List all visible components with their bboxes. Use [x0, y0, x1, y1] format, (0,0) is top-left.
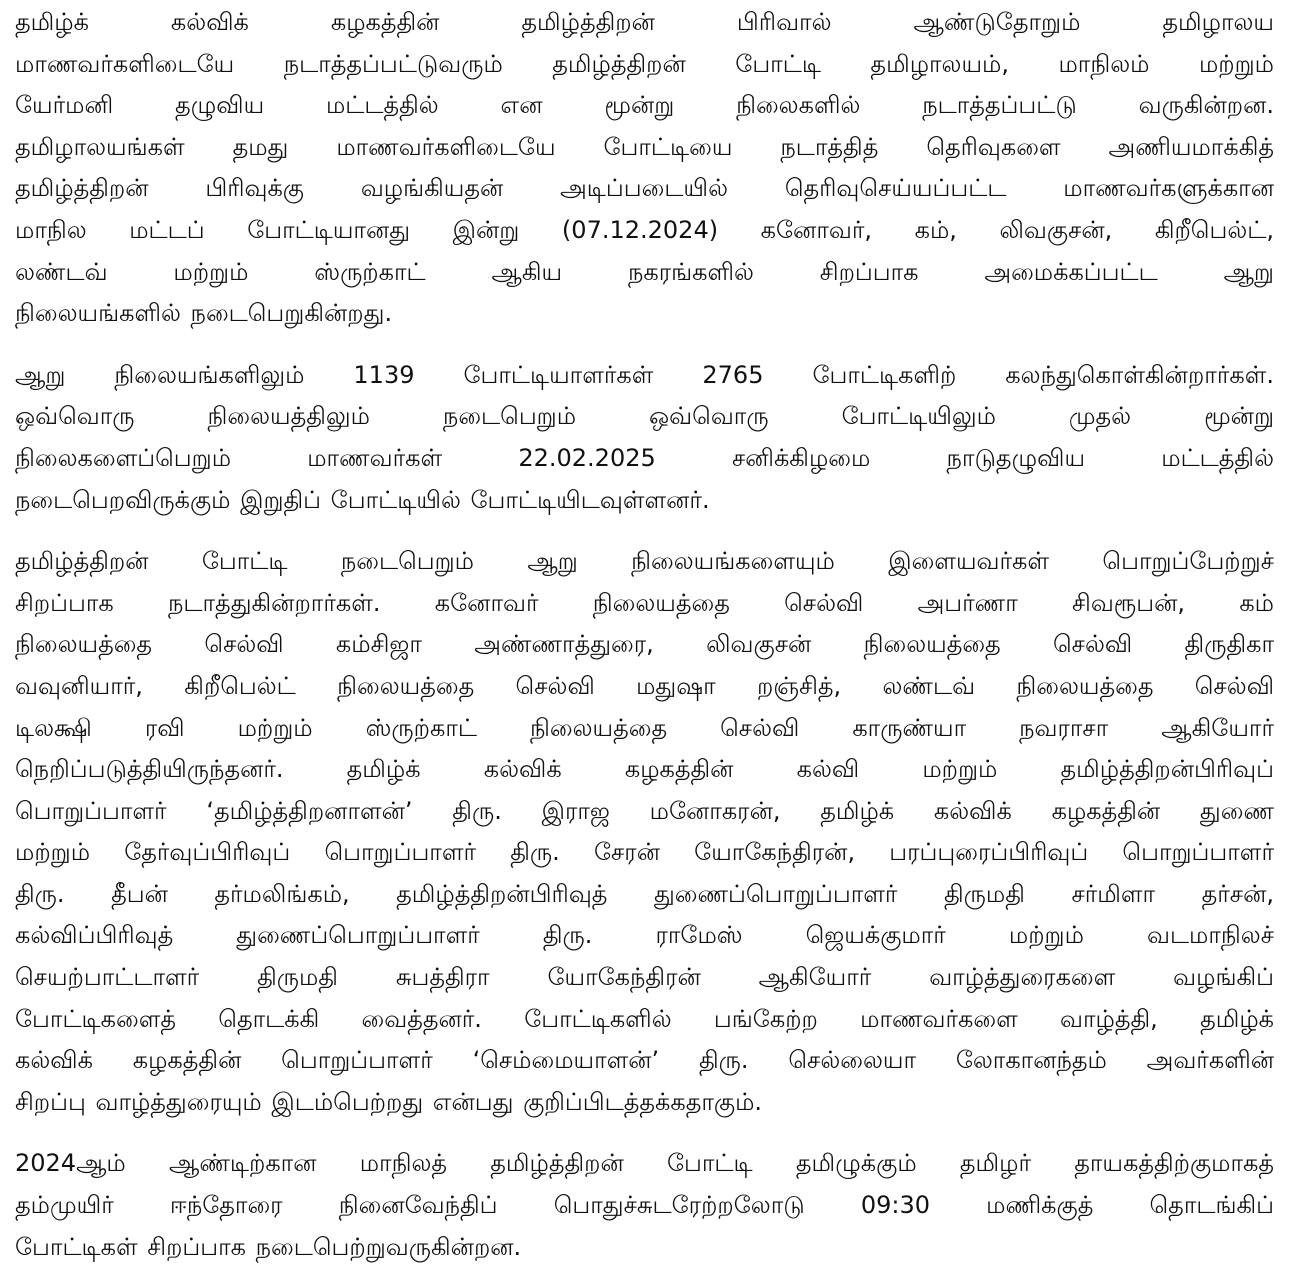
text-line: நிலையங்களில் நடைபெறுகின்றது. — [15, 299, 393, 328]
text-line: மாநில மட்டப் போட்டியானது இன்று (07.12.2024) கனோவர், கம், லிவகுசன், கிறீபெல்ட், — [15, 215, 1274, 244]
text-line: நிலையத்தை செல்வி கம்சிஜா அண்ணாத்துரை, லிவகுசன் நிலையத்தை செல்வி திருதிகா — [15, 630, 1274, 659]
text-line: போட்டிகள் சிறப்பாக நடைபெற்றுவருகின்றன. — [15, 1232, 522, 1261]
text-line: சிறப்பு வாழ்த்துரையும் இடம்பெற்றது என்பது குறிப்பிடத்தக்கதாகும். — [15, 1087, 763, 1116]
paragraph — [15, 2, 1274, 335]
text-line: தம்முயிர் ஈந்தோரை நினைவேந்திப் பொதுச்சுடரேற்றலோடு 09:30 மணிக்குத் தொடங்கிப் — [15, 1191, 1274, 1220]
text-line: தமிழாலயங்கள் தமது மாணவர்களிடையே போட்டியை நடாத்தித் தெரிவுகளை அணியமாக்கித் — [15, 132, 1274, 161]
text-line: பொறுப்பாளர் ‘தமிழ்த்திறனாளன்’ திரு. இராஜ மனோகரன், தமிழ்க் கல்விக் கழகத்தின் துணை — [15, 796, 1274, 825]
paragraph — [15, 355, 1274, 521]
text-line: தமிழ்க் கல்விக் கழகத்தின் தமிழ்த்திறன் பிரிவால் ஆண்டுதோறும் தமிழாலய — [15, 8, 1274, 36]
text-line: கல்விப்பிரிவுத் துணைப்பொறுப்பாளர் திரு. ராமேஸ் ஜெயக்குமார் மற்றும் வடமாநிலச் — [15, 921, 1274, 950]
text-line: கல்விக் கழகத்தின் பொறுப்பாளர் ‘செம்மையாளன்’ திரு. செல்லையா லோகானந்தம் அவர்களின் — [15, 1046, 1274, 1075]
text-line: வவுனியார், கிறீபெல்ட் நிலையத்தை செல்வி மதுஷா றஞ்சித், லண்டவ் நிலையத்தை செல்வி — [15, 671, 1274, 700]
text-line: நிலைகளைப்பெறும் மாணவர்கள் 22.02.2025 சனிக்கிழமை நாடுதழுவிய மட்டத்தில் — [15, 443, 1274, 472]
paragraph — [15, 541, 1274, 1123]
text-line: தமிழ்த்திறன் பிரிவுக்கு வழங்கியதன் அடிப்படையில் தெரிவுசெய்யப்பட்ட மாணவர்களுக்கான — [15, 174, 1274, 203]
text-line: ஆறு நிலையங்களிலும் 1139 போட்டியாளர்கள் 2765 போட்டிகளிற் கலந்துகொள்கின்றார்கள். — [15, 360, 1274, 389]
text-line: சிறப்பாக நடாத்துகின்றார்கள். கனோவர் நிலையத்தை செல்வி அபர்ணா சிவரூபன், கம் — [15, 588, 1274, 617]
text-line: ஒவ்வொரு நிலையத்திலும் நடைபெறும் ஒவ்வொரு போட்டியிலும் முதல் மூன்று — [15, 402, 1274, 431]
text-line: போட்டிகளைத் தொடக்கி வைத்தனர். போட்டிகளில் பங்கேற்ற மாணவர்களை வாழ்த்தி, தமிழ்க் — [15, 1004, 1274, 1033]
text-line: யேர்மனி தழுவிய மட்டத்தில் என மூன்று நிலைகளில் நடாத்தப்பட்டு வருகின்றன. — [15, 91, 1274, 120]
paragraph — [15, 1143, 1274, 1268]
text-line: 2024ஆம் ஆண்டிற்கான மாநிலத் தமிழ்த்திறன் போட்டி தமிழுக்கும் தமிழர் தாயகத்திற்குமாகத் — [15, 1149, 1274, 1178]
text-line: நெறிப்படுத்தியிருந்தனர். தமிழ்க் கல்விக் கழகத்தின் கல்வி மற்றும் தமிழ்த்திறன்பிரிவுப் — [15, 755, 1274, 784]
text-line: செயற்பாட்டாளர் திருமதி சுபத்திரா யோகேந்திரன் ஆகியோர் வாழ்த்துரைகளை வழங்கிப் — [15, 963, 1274, 992]
text-line: மாணவர்களிடையே நடாத்தப்பட்டுவரும் தமிழ்த்திறன் போட்டி தமிழாலயம், மாநிலம் மற்றும் — [15, 49, 1274, 78]
text-line: தமிழ்த்திறன் போட்டி நடைபெறும் ஆறு நிலையங்களையும் இளையவர்கள் பொறுப்பேற்றுச் — [15, 547, 1274, 576]
text-line: லண்டவ் மற்றும் ஸ்ருற்காட் ஆகிய நகரங்களில் சிறப்பாக அமைக்கப்பட்ட ஆறு — [15, 257, 1274, 286]
text-line: டிலக்ஷி ரவி மற்றும் ஸ்ருற்காட் நிலையத்தை செல்வி காருண்யா நவராசா ஆகியோர் — [15, 713, 1274, 742]
text-line: நடைபெறவிருக்கும் இறுதிப் போட்டியில் போட்டியிடவுள்ளனர். — [15, 485, 710, 514]
text-line: மற்றும் தேர்வுப்பிரிவுப் பொறுப்பாளர் திரு. சேரன் யோகேந்திரன், பரப்புரைப்பிரிவுப் பொறுப்பாளர் — [15, 838, 1274, 867]
text-line: திரு. தீபன் தர்மலிங்கம், தமிழ்த்திறன்பிரிவுத் துணைப்பொறுப்பாளர் திருமதி சர்மிளா தர்சன், — [15, 879, 1274, 908]
